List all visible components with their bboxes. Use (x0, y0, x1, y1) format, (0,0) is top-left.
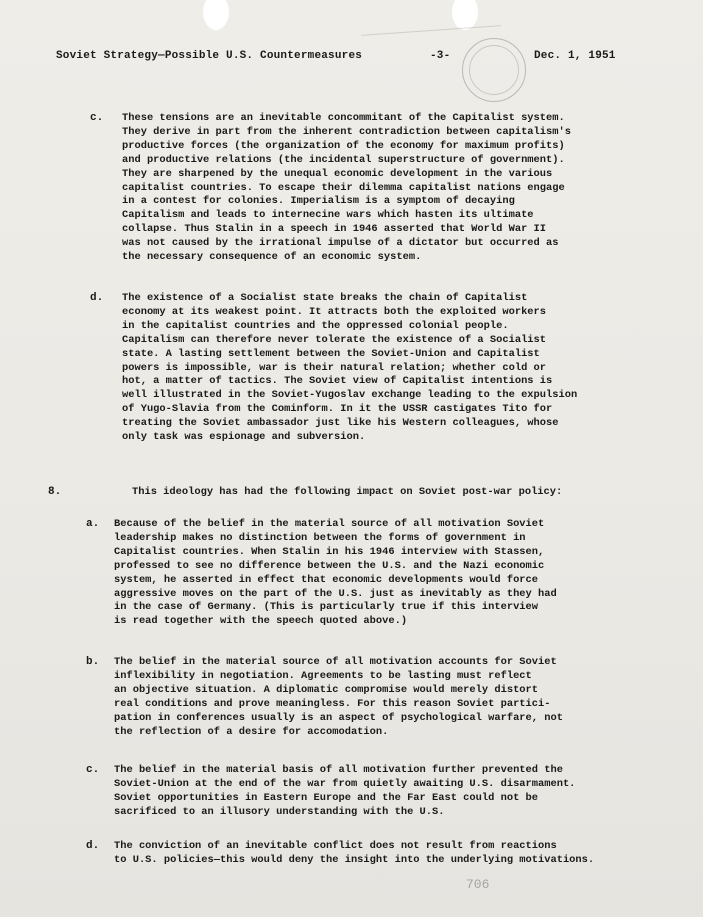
text-line: in the capitalist countries and the oppressed colonial people. (122, 319, 509, 332)
text-line: of Yugo-Slavia from the Cominform. In it the USSR castigates Tito for (122, 403, 553, 416)
text-line: and productive relations (the incidental superstructure of government). (122, 153, 565, 166)
text-line: economy at its weakest point. It attracts both the exploited workers (122, 305, 547, 318)
section-marker-c2: c. (86, 764, 100, 776)
text-line: was not caused by the irrational impulse of a dictator but occurred as (122, 237, 559, 250)
section-marker-d: d. (90, 292, 104, 304)
text-line: treating the Soviet ambassador just like his Western colleagues, whose (122, 417, 559, 430)
archive-page-number: 706 (466, 877, 490, 892)
text-line: The belief in the material basis of all motivation further prevented the (114, 764, 563, 776)
text-line: This ideology has had the following impact on Soviet post-war policy: (132, 486, 563, 498)
document-title: Soviet Strategy—Possible U.S. Countermeasures (56, 50, 363, 62)
text-line: The belief in the material source of all motivation accounts for Soviet (114, 656, 557, 668)
text-line: sacrificed to an illusory understanding with the U.S. (114, 805, 445, 818)
section-marker-8: 8. (48, 486, 62, 498)
paragraph-b (114, 656, 563, 739)
text-line: hot, a matter of tactics. The Soviet view of Capitalist intentions is (122, 375, 553, 388)
text-line: Capitalism and leads to internecine wars which hasten its ultimate (122, 209, 534, 222)
text-line: the necessary consequence of an economic system. (122, 251, 422, 264)
paragraph-d2 (114, 840, 594, 868)
text-line: Capitalist countries. When Stalin in his 1946 interview with Stassen, (114, 545, 545, 558)
section-marker-d2: d. (86, 840, 100, 852)
page-number: -3- (430, 50, 451, 62)
section-marker-a: a. (86, 518, 100, 530)
text-line: only task was espionage and subversion. (122, 431, 366, 444)
paragraph-d (122, 292, 577, 445)
text-line: is read together with the speech quoted above.) (114, 615, 408, 628)
text-line: well illustrated in the Soviet-Yugoslav exchange leading to the expulsion (122, 389, 578, 402)
text-line: Soviet-Union at the end of the war from quietly awaiting U.S. disarmament. (114, 777, 576, 790)
text-line: The conviction of an inevitable conflict does not result from reactions (114, 840, 557, 852)
text-line: system, he asserted in effect that economic developments would force (114, 573, 539, 586)
handwritten-signature-mark (359, 0, 501, 36)
text-line: to U.S. policies—this would deny the insight into the underlying motivations. (114, 853, 595, 866)
text-line: The existence of a Socialist state breaks the chain of Capitalist (122, 292, 528, 304)
text-line: an objective situation. A diplomatic compromise would merely distort (114, 683, 539, 696)
text-line: pation in conferences usually is an aspect of psychological warfare, not (114, 711, 563, 724)
text-line: productive forces (the organization of the economy for maximum profits) (122, 139, 565, 152)
text-line: They derive in part from the inherent contradiction between capitalism's (122, 125, 571, 138)
text-line: real conditions and prove meaningless. For this reason Soviet partici- (114, 697, 551, 710)
punch-hole (203, 0, 229, 30)
text-line: the reflection of a desire for accomodation. (114, 725, 389, 738)
section-marker-b: b. (86, 656, 100, 668)
document-date: Dec. 1, 1951 (534, 50, 616, 62)
text-line: Because of the belief in the material source of all motivation Soviet (114, 518, 545, 530)
text-line: in the case of Germany. (This is particularly true if this interview (114, 601, 539, 614)
paragraph-c2 (114, 764, 575, 820)
paragraph-8 (132, 486, 562, 500)
archive-stamp (462, 38, 526, 102)
paragraph-a (114, 518, 557, 629)
section-marker-c: c. (90, 112, 104, 124)
text-line: state. A lasting settlement between the Soviet-Union and Capitalist (122, 347, 540, 360)
text-line: capitalist countries. To escape their dilemma capitalist nations engage (122, 181, 565, 194)
text-line: Soviet opportunities in Eastern Europe and the Far East could not be (114, 791, 539, 804)
text-line: professed to see no difference between the U.S. and the Nazi economic (114, 559, 545, 572)
text-line: aggressive moves on the part of the U.S. just as inevitably as they had (114, 587, 557, 600)
text-line: leadership makes no distinction between the forms of government in (114, 531, 526, 544)
text-line: collapse. Thus Stalin in a speech in 1946 asserted that World War II (122, 223, 547, 236)
paragraph-c (122, 112, 571, 265)
text-line: powers is impossible, war is their natural relation; whether cold or (122, 361, 547, 374)
text-line: Capitalism can therefore never tolerate the existence of a Socialist (122, 333, 547, 346)
text-line: inflexibility in negotiation. Agreements to be lasting must reflect (114, 669, 532, 682)
text-line: These tensions are an inevitable concommitant of the Capitalist system. (122, 112, 565, 124)
text-line: in a contest for colonies. Imperialism is a symptom of decaying (122, 195, 515, 208)
text-line: They are sharpened by the unequal economic development in the various (122, 167, 553, 180)
